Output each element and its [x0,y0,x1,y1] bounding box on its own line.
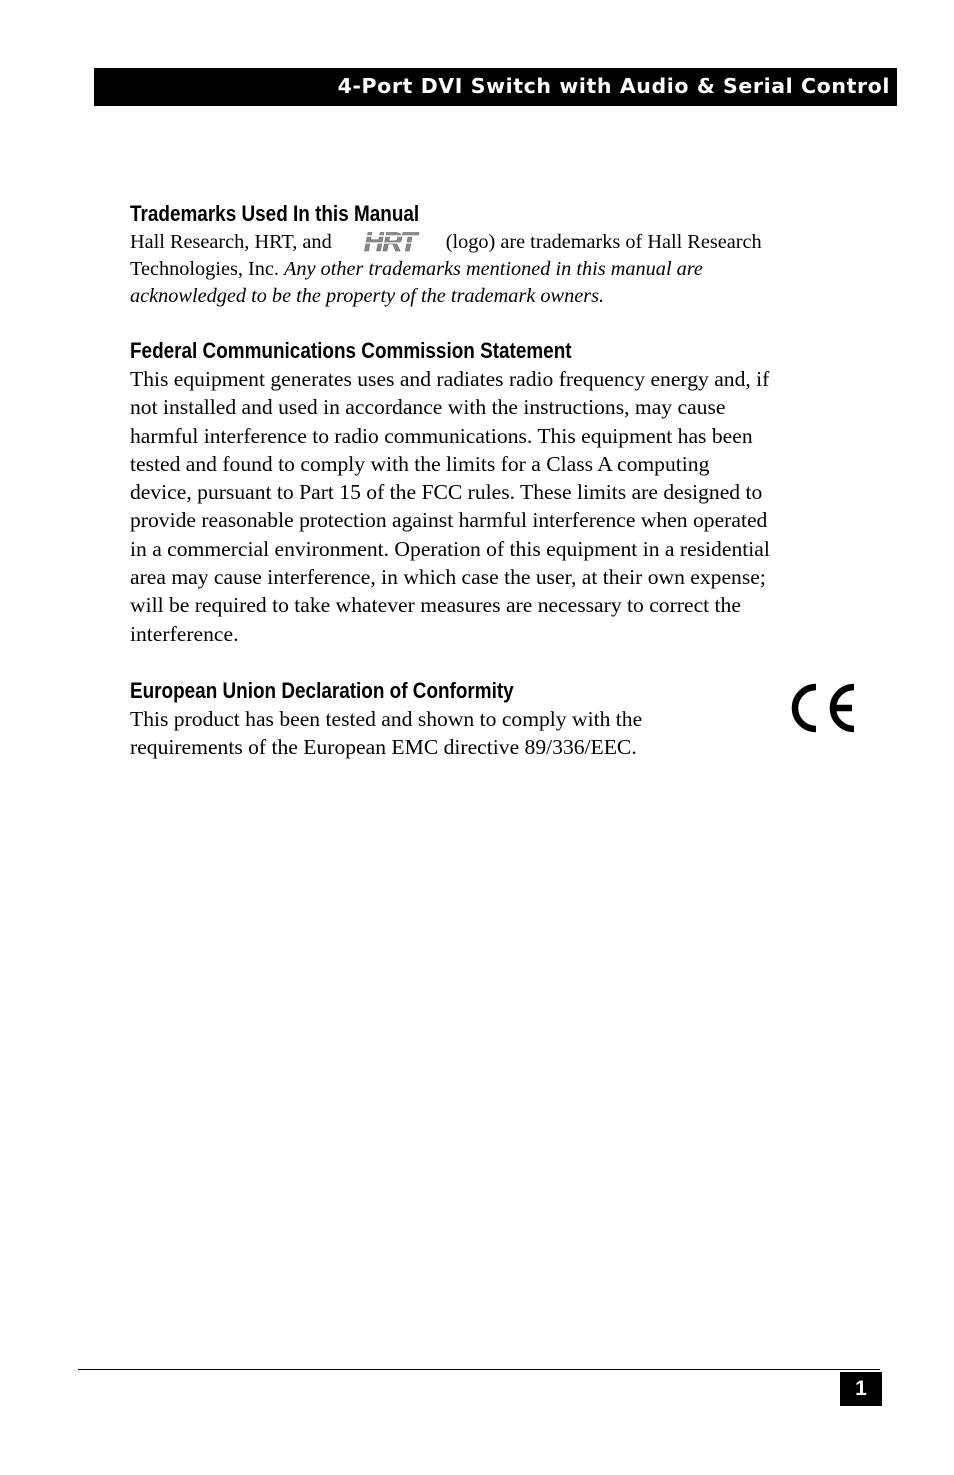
running-header [94,68,897,106]
fcc-line: area may cause interference, in which case the user, at their own expense; [130,565,766,590]
fcc-line: interference. [130,621,239,646]
trademarks-line-3-italic: acknowledged to be the property of the trademark owners. [130,285,605,307]
page-number: 1 [840,1372,882,1406]
trademarks-paragraph [130,228,860,310]
fcc-line: will be required to take whatever measures are necessary to correct the [130,593,741,618]
fcc-line: device, pursuant to Part 15 of the FCC rules. These limits are designed to [130,480,763,505]
eu-heading: European Union Declaration of Conformity [130,678,514,703]
fcc-section [130,337,860,648]
trademarks-line-2-plain: Technologies, Inc. [130,258,279,280]
eu-paragraph [130,705,730,762]
trademarks-section [130,200,860,310]
ce-mark-icon [786,680,858,736]
fcc-line: not installed and used in accordance with the instructions, may cause [130,395,726,420]
fcc-line: provide reasonable protection against harmful interference when operated [130,508,768,533]
eu-section [130,677,730,762]
fcc-paragraph [130,365,860,648]
fcc-line: harmful interference to radio communications. This equipment has been [130,423,753,448]
header-title: 4-Port DVI Switch with Audio & Serial Control [337,74,890,98]
fcc-heading: Federal Communications Commission Statement [130,338,572,363]
fcc-line: in a commercial environment. Operation of this equipment in a residential [130,536,770,561]
trademarks-heading: Trademarks Used In this Manual [130,201,420,226]
fcc-line: tested and found to comply with the limits for a Class A computing [130,451,710,476]
hrt-logo-text: HRT [363,228,416,256]
trademarks-line-1 [130,228,762,256]
trademarks-line-1-start: Hall Research, HRT, and [130,231,332,253]
trademarks-line-1-end: (logo) are trademarks of Hall Research [445,231,762,253]
eu-line: This product has been tested and shown to comply with the [130,707,643,731]
trademarks-line-2-italic: Any other trademarks mentioned in this manual are [284,258,703,280]
fcc-line: This equipment generates uses and radiates radio frequency energy and, if [130,367,770,391]
footer-divider [78,1369,880,1370]
hrt-logo-icon [360,228,432,256]
eu-line: requirements of the European EMC directive 89/336/EEC. [130,735,637,760]
